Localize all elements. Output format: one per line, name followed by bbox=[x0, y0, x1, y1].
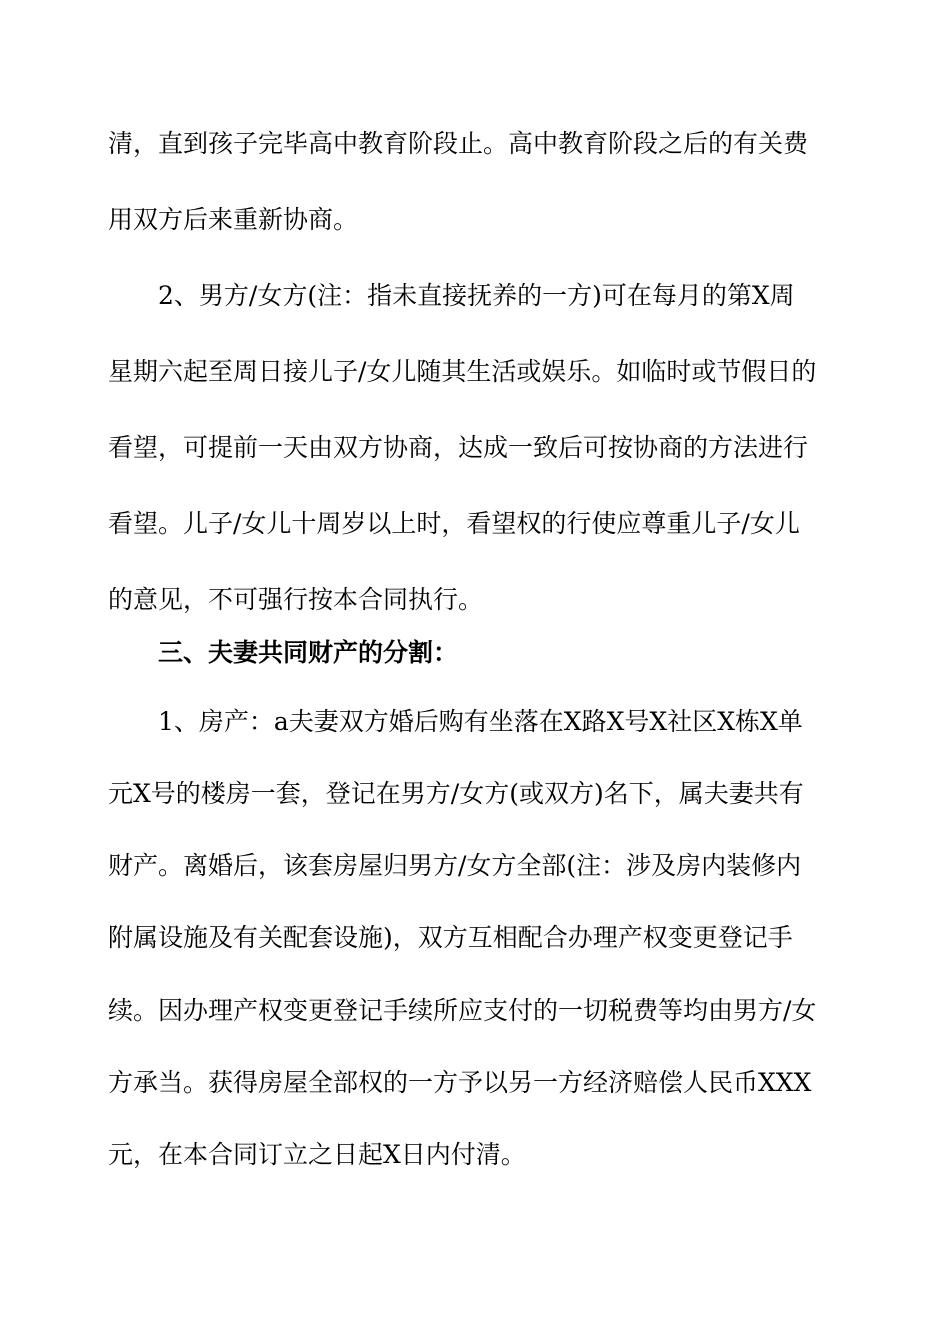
section-heading: 三、夫妻共同财产的分割： bbox=[158, 638, 459, 667]
paragraph-line: 看望，可提前一天由双方协商，达成一致后可按协商的方法进行 bbox=[108, 433, 809, 462]
paragraph-line: 元X号的楼房一套，登记在男方/女方(或双方)名下，属夫妻共有 bbox=[108, 779, 804, 808]
paragraph-line: 清，直到孩子完毕高中教育阶段止。高中教育阶段之后的有关费 bbox=[108, 129, 809, 158]
paragraph-line: 看望。儿子/女儿十周岁以上时，看望权的行使应尊重儿子/女儿 bbox=[108, 509, 800, 538]
paragraph-line: 的意见，不可强行按本合同执行。 bbox=[108, 585, 484, 614]
paragraph-line: 元，在本合同订立之日起X日内付清。 bbox=[108, 1140, 526, 1169]
paragraph-line: 附属设施及有关配套设施)，双方互相配合办理产权变更登记手 bbox=[108, 923, 793, 952]
paragraph-line: 1、房产：a夫妻双方婚后购有坐落在X路X号X社区X栋X单 bbox=[158, 707, 803, 736]
paragraph-line: 用双方后来重新协商。 bbox=[108, 205, 359, 234]
paragraph-line: 2、男方/女方(注：指未直接抚养的一方)可在每月的第X周 bbox=[158, 281, 795, 310]
paragraph-line: 续。因办理产权变更登记手续所应支付的一切税费等均由男方/女 bbox=[108, 996, 817, 1025]
paragraph-line: 财产。离婚后，该套房屋归男方/女方全部(注：涉及房内装修内 bbox=[108, 851, 802, 880]
paragraph-line: 方承当。获得房屋全部权的一方予以另一方经济赔偿人民币XXX bbox=[108, 1068, 812, 1097]
paragraph-line: 星期六起至周日接儿子/女儿随其生活或娱乐。如临时或节假日的 bbox=[108, 357, 817, 386]
